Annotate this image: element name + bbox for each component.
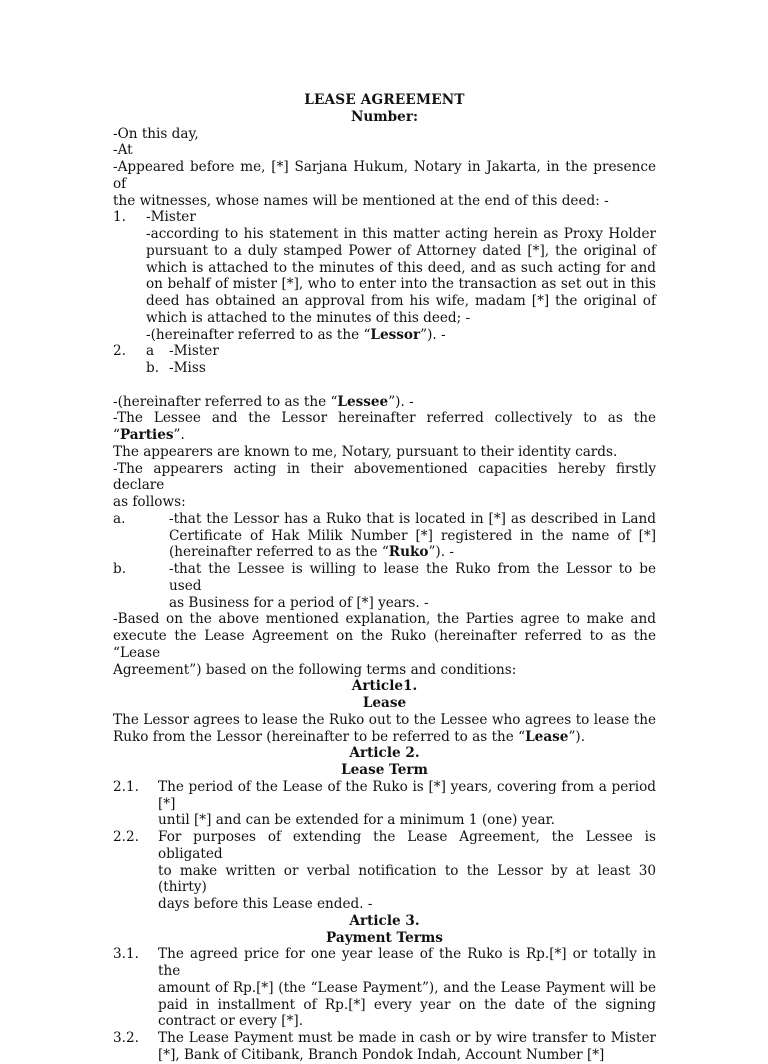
parties-prefix: -The Lessee and the Lessor hereinafter referred collectively to as the “ (113, 410, 656, 443)
lessor-reference-prefix: -(hereinafter referred to as the “ (146, 326, 371, 343)
declaration-b-text (169, 561, 656, 611)
clause-3-2 (113, 1030, 656, 1064)
lessor-defined-term: Lessor (370, 326, 421, 343)
document-title: LEASE AGREEMENT (304, 92, 465, 108)
clause-2-2 (113, 829, 656, 913)
clause-2-1-number: 2.1. (113, 778, 139, 795)
party-2-b-miss: -Miss (169, 360, 206, 376)
clause-3-1-text (158, 946, 656, 1030)
declaration-a-label: a. (113, 510, 126, 527)
document-number: Number: (350, 108, 419, 125)
party-1-statement (113, 226, 656, 343)
clause-line: contract or every [*]. (158, 1013, 304, 1030)
at-line: -At (113, 142, 133, 159)
declare-line-1: -The appearers acting in their abovementioned capacities hereby firstly declare (113, 460, 656, 494)
party-2-a-label: a (146, 343, 155, 360)
lessee-reference-suffix: ”). - (388, 393, 414, 410)
clause-3-2-text (158, 1030, 656, 1064)
lessee-reference-prefix: -(hereinafter referred to as the “ (113, 393, 338, 410)
on-this-day-line: -On this day, (113, 125, 199, 142)
clause-line: The agreed price for one year lease of the Ruko is Rp.[*] or totally in the (158, 946, 656, 979)
appeared-line-1: -Appeared before me, [*] Sarjana Hukum, Notary in Jakarta, in the presence of (113, 159, 656, 192)
clause-line: amount of Rp.[*] (the “Lease Payment”), and the Lease Payment will be (158, 979, 656, 996)
ruko-defined-term: Ruko (388, 544, 429, 561)
article-1-subheading: Lease (362, 695, 407, 711)
article-3-subheading: Payment Terms (326, 929, 443, 946)
declaration-a-line: -that the Lessor has a Ruko that is located in [*] as described in Land (169, 510, 656, 527)
party-1-statement-line: on behalf of mister [*], who to enter into the transaction as set out in this (146, 276, 656, 293)
article-2-subheading: Lease Term (341, 762, 428, 778)
party-1 (113, 209, 656, 226)
clause-line: to make written or verbal notification to the Lessor by at least 30 (thirty) (158, 862, 656, 896)
ruko-reference-prefix: (hereinafter referred to as the “ (169, 544, 389, 561)
article-1-line-2 (113, 729, 656, 746)
lease-reference-suffix: ”). (568, 728, 586, 745)
declaration-a (113, 511, 656, 561)
clause-2-2-text (158, 829, 656, 913)
party-1-statement-line: pursuant to a duly stamped Power of Attorney dated [*], the original of (146, 242, 656, 259)
clause-2-1 (113, 779, 656, 829)
based-line-1: -Based on the above mentioned explanation, the Parties agree to make and (113, 611, 656, 628)
declaration-b-line: as Business for a period of [*] years. - (169, 594, 429, 611)
party-1-statement-line: -according to his statement in this matter acting herein as Proxy Holder (146, 226, 656, 242)
party-1-statement-line: which is attached to the minutes of this deed, and as such acting for and (146, 259, 656, 276)
ruko-reference (169, 544, 656, 561)
party-2-b (113, 360, 656, 377)
article-1-line-1: The Lessor agrees to lease the Ruko out to the Lessee who agrees to lease the (113, 711, 656, 728)
clause-3-2-number: 3.2. (113, 1030, 139, 1046)
party-2-b-label: b. (146, 360, 160, 376)
lessee-reference (113, 394, 656, 411)
spacer (113, 377, 656, 394)
parties-line (113, 410, 656, 444)
clause-line: days before this Lease ended. - (158, 896, 373, 912)
parties-suffix: ”. (173, 427, 185, 443)
clause-line: until [*] and can be extended for a minimum 1 (one) year. (158, 812, 555, 829)
party-2-number: 2. (113, 343, 126, 360)
party-2-a-mister: -Mister (169, 343, 219, 360)
clause-3-1 (113, 946, 656, 1030)
lease-reference-prefix: Ruko from the Lessor (hereinafter to be referred to as the “ (113, 728, 526, 745)
clause-line: [*], Bank of Citibank, Branch Pondok Indah, Account Number [*] (158, 1046, 605, 1063)
declaration-a-text (169, 511, 656, 561)
party-1-number: 1. (113, 209, 126, 226)
appeared-line-2: the witnesses, whose names will be mentioned at the end of this deed: - (113, 192, 609, 209)
clause-line: paid in installment of Rp.[*] every year on the date of the signing (158, 996, 656, 1013)
declaration-b-line: -that the Lessee is willing to lease the Ruko from the Lessor to be used (169, 561, 656, 594)
lessee-defined-term: Lessee (337, 393, 389, 410)
lessor-reference (146, 327, 656, 344)
article-1-heading: Article1. (351, 678, 418, 695)
party-1-statement-line: deed has obtained an approval from his wife, madam [*] the original of (146, 293, 656, 309)
clause-2-1-text (158, 779, 656, 829)
lease-defined-term: Lease (525, 728, 569, 745)
article-2-heading: Article 2. (349, 745, 420, 762)
clause-2-2-number: 2.2. (113, 829, 139, 845)
clause-line: For purposes of extending the Lease Agreement, the Lessee is obligated (158, 829, 656, 862)
clause-line: The Lease Payment must be made in cash or by wire transfer to Mister (158, 1030, 656, 1046)
party-2 (113, 343, 656, 360)
declare-line-2: as follows: (113, 494, 186, 510)
clause-3-1-number: 3.1. (113, 946, 139, 963)
identity-cards-line: The appearers are known to me, Notary, pursuant to their identity cards. (113, 443, 618, 460)
based-line-2: execute the Lease Agreement on the Ruko (hereinafter referred to as the “Lease (113, 628, 656, 661)
article-3-heading: Article 3. (349, 912, 420, 929)
document-body (113, 92, 656, 1064)
based-line-3: Agreement”) based on the following terms and conditions: (113, 661, 517, 678)
party-1-statement-line: which is attached to the minutes of this deed; - (146, 309, 471, 326)
lessor-reference-suffix: ”). - (420, 326, 446, 343)
declaration-b-label: b. (113, 561, 127, 577)
declaration-b (113, 561, 656, 611)
parties-defined-term: Parties (119, 427, 174, 443)
party-1-mister: -Mister (146, 209, 196, 226)
clause-line: The period of the Lease of the Ruko is [*] years, covering from a period [*] (158, 778, 656, 812)
declaration-a-line: Certificate of Hak Milik Number [*] registered in the name of [*] (169, 527, 656, 544)
ruko-reference-suffix: ”). - (428, 544, 454, 561)
